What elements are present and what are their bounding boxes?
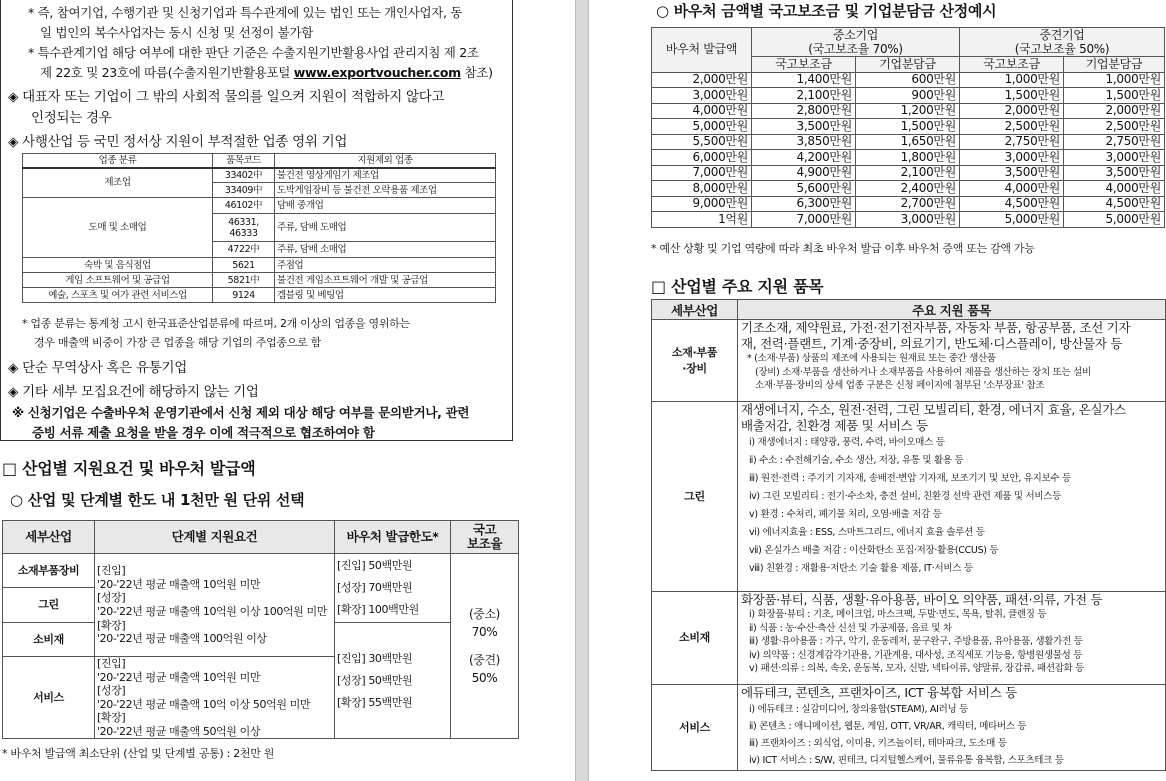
sub-title-unit-selection: ○ 산업 및 단계별 한도 내 1천만 원 단위 선택 [10, 491, 305, 509]
vt-value-cell: 3,500만원 [960, 165, 1064, 181]
excl-industry: 도박게임장비 등 불건전 오락용품 제조업 [275, 183, 496, 198]
req-line: [성장] [97, 684, 126, 697]
vt-amount-cell: 5,000만원 [652, 119, 752, 135]
diamond-bullet-icon: ◈ [8, 134, 19, 150]
excl-industry: 겜블링 및 베팅업 [275, 288, 496, 303]
vt-amount-cell: 3,000만원 [652, 88, 752, 104]
diamond-bullet-icon: ◈ [8, 89, 19, 105]
items-sub: ⅵ) 에너지효율 : ESS, 스마트그리드, 에너지 효율 솔루션 등 [749, 527, 985, 538]
vt-value-cell: 600만원 [856, 72, 960, 88]
vt-header-mid [960, 28, 1165, 57]
vt-row [652, 103, 1165, 119]
excl-category: 게임 소프트웨어 및 공급업 [23, 273, 213, 288]
rate-line: (중견) [469, 653, 500, 667]
items-sub: ⅰ) 재생에너지 : 태양광, 풍력, 수력, 바이오매스 등 [749, 437, 945, 448]
voucher-amount-table [651, 27, 1165, 228]
vt-amount-cell: 8,000만원 [652, 181, 752, 197]
vt-value-cell: 5,600만원 [752, 181, 856, 197]
req-line: [진입] [97, 564, 126, 578]
vt-value-cell: 2,500만원 [1064, 119, 1165, 135]
req-line: '20-'22년 평균 매출액 10억원 미만 [97, 670, 261, 684]
vt-header-share: 기업분담금 [856, 57, 960, 73]
excl-category: 도매 및 소매업 [23, 198, 213, 258]
vt-header-gov: 국고보조금 [752, 57, 856, 73]
vt-header-amount: 바우처 발급액 [652, 28, 752, 73]
vt-amount-cell: 1억원 [652, 212, 752, 228]
speculative-industry-text: 사행산업 등 국민 정서상 지원이 부적절한 업종 영위 기업 [22, 134, 348, 150]
special-relation-note-2: 일 법인의 복수사업자는 동시 신청 및 선정이 불가함 [40, 25, 313, 40]
vt-amount-cell: 2,000만원 [652, 72, 752, 88]
excl-category: 예술, 스포츠 및 여가 관련 서비스업 [23, 288, 213, 303]
rate-line: (중소) [469, 607, 500, 621]
diamond-bullet-icon: ◈ [8, 384, 19, 400]
items-sub: (장비) 소재·부품을 생산하거나 소재부품을 사용하여 제품을 생산하는 장치 또는 설비 [755, 366, 1091, 378]
vt-amount-cell: 6,000만원 [652, 150, 752, 166]
vt-value-cell: 4,000만원 [1064, 181, 1165, 197]
exportvoucher-link[interactable]: www.exportvoucher.com [293, 65, 461, 80]
excl-code: 33409中 [213, 183, 275, 198]
limit-line: [성장] 70백만원 [337, 581, 413, 594]
items-sub: 소재·부품·장비의 상세 업종 구분은 신청 페이지에 첨부된 '소부장표' 참조 [755, 380, 1045, 391]
vt-sme-rate: (국고보조율 70%) [808, 42, 903, 56]
criteria-note-tail: 참조) [464, 65, 493, 80]
req-criteria-b [95, 657, 335, 739]
items-sub: ⅱ) 콘텐츠 : 애니메이션, 웹툰, 게임, OTT, VR/AR, 캐릭터, 메타버스 등 [749, 721, 1027, 732]
items-sub: ⅴ) 환경 : 수처리, 폐기물 처리, 오염·배출 저감 등 [749, 509, 942, 520]
excl-category: 제조업 [23, 168, 213, 198]
vt-value-cell: 2,700만원 [856, 196, 960, 212]
vt-header-share: 기업분담금 [1064, 57, 1165, 73]
items-detail [738, 402, 1166, 592]
vt-header-gov: 국고보조금 [960, 57, 1064, 73]
vt-amount-cell: 9,000만원 [652, 196, 752, 212]
vt-value-cell: 2,400만원 [856, 181, 960, 197]
vt-value-cell: 2,100만원 [752, 88, 856, 104]
trading-company-item [8, 356, 187, 376]
vt-row [652, 196, 1165, 212]
excl-header-industry: 지원제외 업종 [275, 154, 496, 168]
social-issue-item [8, 85, 444, 105]
rate-spacer [453, 641, 516, 651]
excl-industry: 주류, 담배 소매업 [275, 242, 496, 258]
req-line: '20-'22년 평균 매출액 50억원 이상 [97, 724, 261, 738]
req-line: '20-'22년 평균 매출액 10억 이상 50억원 미만 [97, 697, 311, 711]
excl-category: 숙박 및 음식점업 [23, 258, 213, 273]
vt-value-cell: 3,500만원 [752, 119, 856, 135]
items-header-industry: 세부산업 [652, 300, 738, 320]
items-sub: ⅰ) 화장품·뷰티 : 기초, 메이크업, 마스크팩, 두발·면도, 목욕, 탈취, 클렌징 등 [749, 609, 1047, 620]
items-sub: ⅲ) 생활·유아용품 : 가구, 악기, 운동레저, 문구완구, 주방용품, 유아용품, 생활가전 등 [749, 636, 1083, 647]
voucher-example-title: ○ 바우처 금액별 국고보조금 및 기업분담금 산정예시 [656, 2, 997, 20]
criteria-note-text: 제 22호 및 23호에 따름(수출지원기반활용포털 [40, 65, 291, 80]
limit-line: [성장] 50백만원 [337, 673, 413, 687]
req-industry: 소재부품장비 [3, 554, 95, 588]
vt-value-cell: 3,500만원 [1064, 165, 1165, 181]
items-main: 기조소재, 제약원료, 가전·전기전자부품, 자동차 부품, 항공부품, 조선 기자 [741, 320, 1131, 335]
excl-industry: 불건전 게임소프트웨어 개발 및 공급업 [275, 273, 496, 288]
vt-value-cell: 4,500만원 [1064, 196, 1165, 212]
req-line: [확장] [97, 618, 126, 632]
rate-line: 70% [471, 625, 498, 639]
items-header-items: 주요 지원 품목 [738, 300, 1166, 320]
items-industry: 서비스 [652, 685, 738, 771]
limit-line: [확장] 100백만원 [337, 603, 419, 616]
limit-line: [확장] 55백만원 [337, 695, 413, 709]
req-line: '20-'22년 평균 매출액 10억원 미만 [97, 577, 261, 591]
items-main: 재, 전력·플랜트, 기계·중장비, 의료기기, 반도체·디스플레이, 방산물자 등 [741, 336, 1123, 351]
other-requirement-item [8, 380, 259, 400]
vt-value-cell: 3,000만원 [856, 212, 960, 228]
vt-value-cell: 5,000만원 [960, 212, 1064, 228]
req-line: [확장] [97, 711, 126, 724]
vt-value-cell: 3,000만원 [1064, 150, 1165, 166]
support-items-table [651, 299, 1166, 771]
vt-body [652, 72, 1165, 227]
rate-line: 50% [471, 671, 498, 685]
limit-line: [진입] 30백만원 [337, 651, 413, 665]
vt-row [652, 181, 1165, 197]
excl-code: 46102中 [213, 198, 275, 214]
items-main: 에듀테크, 콘텐츠, 프랜차이즈, ICT 융복합 서비스 등 [741, 685, 1017, 700]
items-sub: ⅳ) 그린 모빌리티 : 전기·수소차, 충전 설비, 친환경 선박 관련 제품 및 서비스등 [749, 491, 1061, 502]
trading-company-text: 단순 무역상사 혹은 유통기업 [22, 360, 187, 376]
vt-value-cell: 1,650만원 [856, 134, 960, 150]
items-main: 배출저감, 친환경 제품 및 서비스 등 [741, 418, 928, 433]
vt-value-cell: 3,850만원 [752, 134, 856, 150]
vt-value-cell: 1,000만원 [960, 72, 1064, 88]
vt-value-cell: 900만원 [856, 88, 960, 104]
items-sub: ⅷ) 친환경 : 재활용·저탄소 기술 활용 제품, IT·서비스 등 [749, 563, 973, 574]
vt-value-cell: 2,800만원 [752, 103, 856, 119]
cooperation-note-2: 증빙 서류 제출 요청을 받을 경우 이에 적극적으로 협조하여야 함 [32, 425, 375, 440]
items-industry: 소비재 [652, 592, 738, 685]
items-sub: ⅱ) 식품 : 농·수산·축산 신선 및 가공제품, 음료 및 차 [749, 622, 952, 634]
req-line: [진입] [97, 657, 126, 670]
excl-code: 4722中 [213, 242, 275, 258]
items-detail [738, 592, 1166, 685]
vt-sme-label: 중소기업 [832, 28, 879, 42]
excl-header-category: 업종 분류 [23, 154, 213, 168]
excl-industry: 담배 중개업 [275, 198, 496, 214]
items-detail [738, 685, 1166, 771]
items-sub: ⅰ) 에듀테크 : 실감미디어, 창의융합(STEAM), AI러닝 등 [749, 704, 968, 715]
vt-amount-cell: 5,500만원 [652, 134, 752, 150]
vt-row [652, 150, 1165, 166]
vt-row [652, 119, 1165, 135]
items-sub: ⅱ) 수소 : 수전해기술, 수소 생산, 저장, 유통 및 활용 등 [749, 455, 964, 466]
vt-value-cell: 1,200만원 [856, 103, 960, 119]
vt-value-cell: 4,000만원 [960, 181, 1064, 197]
items-industry: 소재·부품 ·장비 [652, 320, 738, 402]
section-title-requirements: □ 산업별 지원요건 및 바우처 발급액 [2, 459, 256, 478]
excl-code: 5621 [213, 258, 275, 273]
vt-value-cell: 6,300만원 [752, 196, 856, 212]
vt-value-cell: 1,500만원 [960, 88, 1064, 104]
social-issue-text: 대표자 또는 기업이 그 밖의 사회적 물의를 일으켜 지원이 적합하지 않다고 [22, 89, 445, 105]
social-issue-text-2: 인정되는 경우 [31, 110, 112, 126]
req-industry: 소비재 [3, 623, 95, 657]
vt-value-cell: 1,500만원 [856, 119, 960, 135]
vt-value-cell: 2,000만원 [1064, 103, 1165, 119]
vt-value-cell: 1,400만원 [752, 72, 856, 88]
requirements-table [2, 520, 519, 739]
req-line: '20-'22년 평균 매출액 10억원 이상 100억원 미만 [97, 605, 327, 618]
req-header-industry: 세부산업 [3, 521, 95, 554]
speculative-industry-item [8, 130, 347, 150]
items-sub: ⅳ) 의약품 : 신경계감각기관용, 기관계용, 대사성, 조직세포 기능용, 항병원생물성 등 [749, 649, 1083, 661]
min-unit-footnote: * 바우처 발급액 최소단위 (산업 및 단계별 공통) : 2천만 원 [2, 747, 275, 760]
excl-industry: 불건전 영상게임기 제조업 [275, 168, 496, 183]
items-sub: ⅲ) 프랜차이즈 : 외식업, 이미용, 키즈놀이터, 테마파크, 도소매 등 [749, 738, 1007, 749]
items-detail [738, 320, 1166, 402]
vt-value-cell: 4,500만원 [960, 196, 1064, 212]
excl-industry: 주류, 담배 도매업 [275, 214, 496, 242]
excl-code: 5821中 [213, 273, 275, 288]
page-gutter [575, 0, 589, 781]
vt-header-sme [752, 28, 960, 57]
vt-value-cell: 1,500만원 [1064, 88, 1165, 104]
req-criteria-a [95, 554, 335, 657]
vt-row [652, 134, 1165, 150]
vt-value-cell: 2,100만원 [856, 165, 960, 181]
req-industry: 서비스 [3, 657, 95, 739]
vt-value-cell: 1,000만원 [1064, 72, 1165, 88]
excl-code: 9124 [213, 288, 275, 303]
vt-amount-cell: 7,000만원 [652, 165, 752, 181]
other-requirement-text: 기타 세부 모집요건에 해당하지 않는 기업 [22, 384, 259, 400]
items-main: 재생에너지, 수소, 원전·전력, 그린 모빌리티, 환경, 에너지 효율, 온실가스 [741, 402, 1126, 417]
industry-class-note-2: 경우 매출액 비중이 가장 큰 업종을 해당 기업의 주업종으로 함 [34, 336, 321, 349]
vt-mid-rate: (국고보조율 50%) [1014, 42, 1110, 56]
vt-row [652, 72, 1165, 88]
req-limit-a [335, 554, 451, 623]
diamond-bullet-icon: ◈ [8, 360, 19, 376]
industry-class-note-1: * 업종 분류는 통계청 고시 한국표준산업분류에 따르며, 2개 이상의 업종을 영위하는 [22, 317, 410, 330]
voucher-adjust-note: * 예산 상황 및 기업 역량에 따라 최초 바우처 발급 이후 바우처 증액 또는 감액 가능 [651, 242, 1035, 255]
req-line: [성장] [97, 591, 126, 605]
vt-value-cell: 2,750만원 [960, 134, 1064, 150]
vt-value-cell: 5,000만원 [1064, 212, 1165, 228]
criteria-note-2 [40, 63, 493, 81]
items-sub: ⅴ) 패션·의류 : 의복, 속옷, 운동복, 모자, 신발, 넥타이류, 양말류, 장갑류, 패션잡화 등 [749, 663, 1085, 674]
items-main: 화장품·뷰티, 식품, 생활·유아용품, 바이오 의약품, 패션·의류, 가전 등 [741, 592, 1103, 607]
req-header-limit: 바우처 발급한도* [335, 521, 451, 554]
req-header-requirements: 단계별 지원요건 [95, 521, 335, 554]
vt-value-cell: 4,200만원 [752, 150, 856, 166]
cooperation-note-1: ※ 신청기업은 수출바우처 운영기관에서 신청 제외 대상 해당 여부를 문의받거나, 관련 [12, 405, 470, 420]
items-sub: ⅳ) ICT 서비스 : S/W, 핀테크, 디지털헬스케어, 물류유통 융복합, 스포츠테크 등 [749, 755, 1064, 766]
req-line: '20-'22년 평균 매출액 100억원 이상 [97, 632, 267, 646]
req-limit-b [335, 623, 451, 739]
vt-value-cell: 7,000만원 [752, 212, 856, 228]
req-industry: 그린 [3, 588, 95, 623]
vt-amount-cell: 4,000만원 [652, 103, 752, 119]
req-subsidy-rate [451, 554, 519, 739]
excl-industry: 주점업 [275, 258, 496, 273]
req-header-rate: 국고 보조율 [451, 521, 519, 554]
special-relation-note-1: * 즉, 참여기업, 수행기관 및 신청기업과 특수관계에 있는 법인 또는 개인사업자, 동 [28, 5, 463, 20]
vt-row [652, 88, 1165, 104]
excl-code: 33402中 [213, 168, 275, 183]
support-items-title: □ 산업별 주요 지원 품목 [651, 277, 824, 296]
vt-value-cell: 1,800만원 [856, 150, 960, 166]
items-industry: 그린 [652, 402, 738, 592]
vt-mid-label: 중견기업 [1039, 28, 1085, 42]
vt-value-cell: 4,900만원 [752, 165, 856, 181]
vt-row [652, 212, 1165, 228]
vt-row [652, 165, 1165, 181]
criteria-note-1: * 특수관계기업 해당 여부에 대한 판단 기준은 수출지원기반활용사업 관리지침 제 2조 [28, 45, 479, 60]
vt-value-cell: 2,000만원 [960, 103, 1064, 119]
items-sub: * (소재·부품) 상품의 제조에 사용되는 원재료 또는 중간 생산품 [747, 353, 996, 364]
excl-code: 46331, 46333 [213, 214, 275, 242]
limit-line: [진입] 50백만원 [337, 559, 413, 572]
excl-header-code: 품목코드 [213, 154, 275, 168]
vt-value-cell: 3,000만원 [960, 150, 1064, 166]
items-sub: ⅲ) 원전·전력 : 주기기 기자재, 송배전·변압 기자재, 보조기기 및 보안, 유지보수 등 [749, 473, 1071, 484]
vt-value-cell: 2,750만원 [1064, 134, 1165, 150]
items-sub: ⅶ) 온실가스 배출 저감 : 이산화탄소 포집·저장·활용(CCUS) 등 [749, 545, 999, 556]
excluded-industry-table [22, 153, 496, 303]
vt-value-cell: 2,500만원 [960, 119, 1064, 135]
